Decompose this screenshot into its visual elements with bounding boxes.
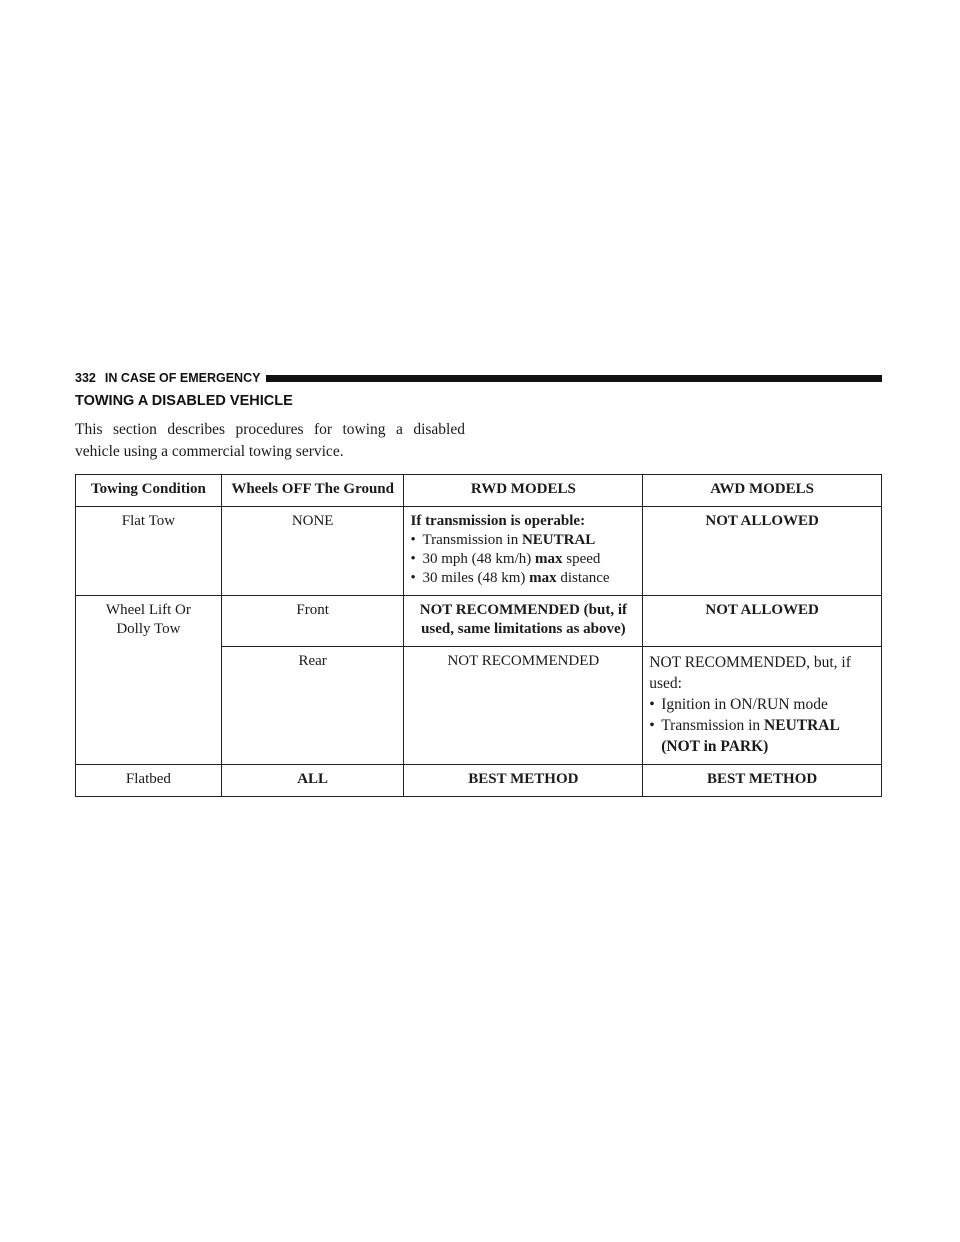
bullet-text: Transmission in — [422, 532, 522, 548]
table-row-flat-tow — [76, 507, 882, 596]
list-item — [649, 715, 875, 757]
awd-cell — [643, 647, 882, 765]
list-item — [410, 550, 636, 569]
bullet-bold-text: max — [529, 570, 557, 586]
rwd-cell: NOT RECOMMENDED — [404, 647, 643, 765]
column-header: Wheels OFF The Ground — [221, 475, 404, 507]
awd-cell: BEST METHOD — [643, 765, 882, 797]
bullet-text: 30 mph (48 km/h) — [422, 551, 535, 567]
wheels-off-cell: Rear — [221, 647, 404, 765]
intro-paragraph: This section describes procedures for towing a disabled vehicle using a commercial towing service. — [75, 421, 465, 460]
list-item: • Ignition in ON/RUN mode — [649, 694, 875, 715]
list-item — [410, 569, 636, 588]
section-label: IN CASE OF EMERGENCY — [104, 371, 261, 385]
bullet-tail-text: speed — [562, 551, 601, 567]
table-header-row — [76, 475, 882, 507]
wheels-off-cell: Front — [221, 596, 404, 647]
towing-condition-cell: Flat Tow — [76, 507, 222, 596]
awd-cell: NOT ALLOWED — [643, 596, 882, 647]
awd-bullet-list — [649, 694, 875, 757]
rwd-cell — [404, 507, 643, 596]
section-heading: TOWING A DISABLED VEHICLE — [75, 393, 293, 409]
towing-table — [75, 474, 882, 797]
column-header: RWD MODELS — [404, 475, 643, 507]
awd-cell: NOT ALLOWED — [643, 507, 882, 596]
rwd-cell: NOT RECOMMENDED (but, if used, same limitations as above) — [404, 596, 643, 647]
awd-condition-intro: NOT RECOMMENDED, but, if used: — [649, 654, 851, 692]
bullet-bold-text: NEUTRAL (NOT in PARK) — [661, 717, 839, 755]
rwd-condition-heading: If transmission is operable: — [410, 513, 586, 529]
table-row-wheel-lift-front — [76, 596, 882, 647]
list-item — [410, 531, 636, 550]
header-rule — [266, 375, 882, 382]
column-header: Towing Condition — [76, 475, 222, 507]
bullet-text: 30 miles (48 km) — [422, 570, 530, 586]
page-number: 332 — [75, 371, 96, 385]
table-row-flatbed — [76, 765, 882, 797]
page-header — [75, 370, 882, 386]
rwd-bullet-list — [410, 531, 636, 588]
rwd-cell: BEST METHOD — [404, 765, 643, 797]
wheels-off-cell: ALL — [221, 765, 404, 797]
towing-condition-cell: Flatbed — [76, 765, 222, 797]
bullet-text: Transmission in — [661, 717, 765, 734]
towing-condition-cell: Wheel Lift Or Dolly Tow — [76, 596, 222, 765]
wheels-off-cell: NONE — [221, 507, 404, 596]
bullet-tail-text: distance — [556, 570, 610, 586]
column-header: AWD MODELS — [643, 475, 882, 507]
bullet-bold-text: max — [534, 551, 563, 567]
bullet-bold-text: NEUTRAL — [521, 532, 596, 548]
